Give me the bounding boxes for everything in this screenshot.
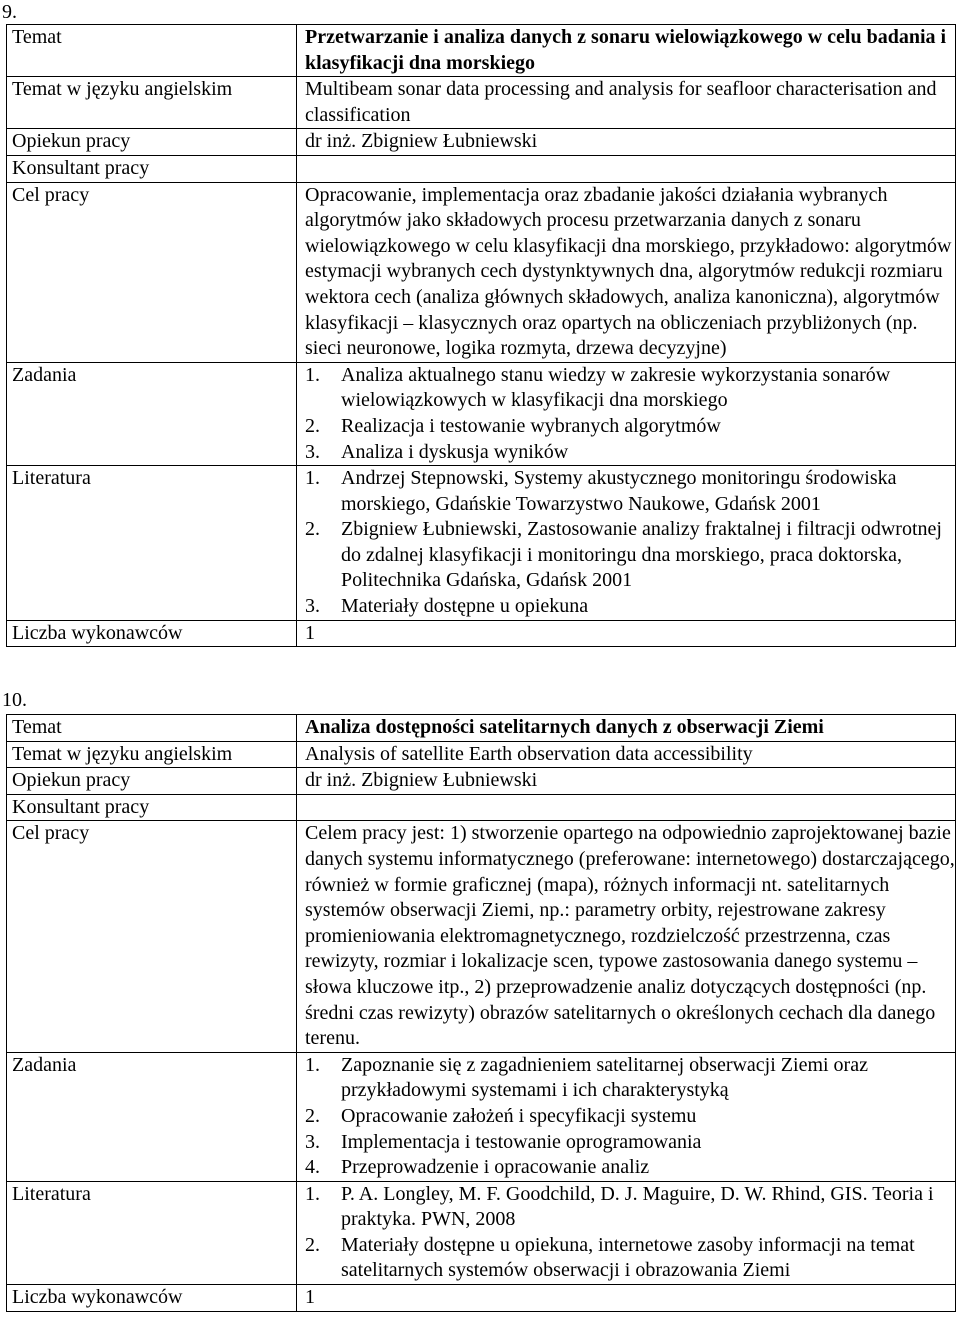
goal-value: Celem pracy jest: 1) stworzenie opartego na odpowiednio zaprojektowanej bazie danych systemu informatycznego (preferowane: internetowego) dostarczającego, również w formie graficznej (mapa), różnych informacji nt. satelitarnych systemów obserwacji Ziemi, np.: parametry orbity, rejestrowane zakresy promieniowania elektromagnetycznego, rozdzielczość przestrzenna, czas rewizyty, rozmiar i lokalizacje scen, typowe zastosowania danego systemu – słowa kluczowe itp., 2) przeprowadzenie analiz dotyczących dostępności (np. średni czas rewizyty) obrazów satelitarnych o określonych cechach dla danego terenu. — [297, 821, 956, 1052]
literature-list — [305, 466, 955, 620]
consultant-label: Konsultant pracy — [7, 155, 297, 182]
topic-row — [7, 25, 956, 77]
topic-row — [7, 715, 956, 742]
tasks-list — [305, 1053, 955, 1181]
supervisor-value: dr inż. Zbigniew Łubniewski — [297, 768, 956, 795]
list-item: 1. Zapoznanie się z zagadnieniem satelitarnej obserwacji Ziemi oraz przykładowymi systemami i ich charakterystyką — [305, 1053, 868, 1102]
topic-en-row — [7, 77, 956, 129]
entry-number: 9. — [2, 1, 17, 23]
students-label: Liczba wykonawców — [7, 620, 297, 647]
consultant-label: Konsultant pracy — [7, 794, 297, 821]
goal-value: Opracowanie, implementacja oraz zbadanie jakości działania wybranych algorytmów jako składowych procesu przetwarzania danych z sonaru wielowiązkowego w celu klasyfikacji dna morskiego, przykładowo: algorytmów estymacji wybranych cech dystynktywnych dna, algorytmów redukcji rozmiaru wektora cech (analiza głównych składowych, analiza kanoniczna), algorytmów klasyfikacji – klasycznych oraz opartych na obliczeniach przybliżonych (np. sieci neuronowe, logika rozmyta, drzewa decyzyjne) — [297, 182, 956, 362]
topic-en-label: Temat w języku angielskim — [7, 77, 297, 129]
consultant-row — [7, 794, 956, 821]
list-item: 2. Realizacja i testowanie wybranych algorytmów — [305, 414, 721, 437]
topic-en-row — [7, 741, 956, 768]
list-item: 1. Andrzej Stepnowski, Systemy akustycznego monitoringu środowiska morskiego, Gdańskie Towarzystwo Naukowe, Gdańsk 2001 — [305, 467, 897, 515]
topic-table — [6, 714, 956, 1312]
supervisor-label: Opiekun pracy — [7, 768, 297, 795]
topic-en-value: Analysis of satellite Earth observation data accessibility — [297, 741, 956, 768]
literature-row — [7, 466, 956, 621]
supervisor-row — [7, 129, 956, 156]
topic-label: Temat — [7, 25, 297, 77]
entry-number: 10. — [2, 689, 27, 711]
supervisor-row — [7, 768, 956, 795]
tasks-row — [7, 1052, 956, 1181]
list-item: 1. P. A. Longley, M. F. Goodchild, D. J. Maguire, D. W. Rhind, GIS. Teoria i praktyka. PWN, 2008 — [305, 1182, 934, 1231]
consultant-value — [297, 794, 956, 821]
students-label: Liczba wykonawców — [7, 1285, 297, 1312]
students-value: 1 — [297, 620, 956, 647]
tasks-row — [7, 362, 956, 465]
consultant-row — [7, 155, 956, 182]
literature-row — [7, 1181, 956, 1284]
goal-label: Cel pracy — [7, 821, 297, 1052]
topic-en-value: Multibeam sonar data processing and analysis for seafloor characterisation and classification — [297, 77, 956, 129]
topic-label: Temat — [7, 715, 297, 742]
literature-label: Literatura — [7, 1181, 297, 1284]
tasks-label: Zadania — [7, 362, 297, 465]
supervisor-label: Opiekun pracy — [7, 129, 297, 156]
students-value: 1 — [297, 1285, 956, 1312]
topic-en-label: Temat w języku angielskim — [7, 741, 297, 768]
supervisor-value: dr inż. Zbigniew Łubniewski — [297, 129, 956, 156]
list-item: 2. Opracowanie założeń i specyfikacji systemu — [305, 1104, 697, 1127]
literature-label: Literatura — [7, 466, 297, 621]
list-item: 1. Analiza aktualnego stanu wiedzy w zakresie wykorzystania sonarów wielowiązkowych w klasyfikacji dna morskiego — [305, 363, 891, 412]
students-row — [7, 620, 956, 647]
students-row — [7, 1285, 956, 1312]
literature-list — [305, 1182, 955, 1284]
goal-row — [7, 182, 956, 362]
goal-row — [7, 821, 956, 1052]
topic-value: Analiza dostępności satelitarnych danych z obserwacji Ziemi — [297, 715, 956, 742]
consultant-value — [297, 155, 956, 182]
list-item: 3. Materiały dostępne u opiekuna — [305, 595, 589, 618]
list-item: 3. Implementacja i testowanie oprogramowania — [305, 1130, 702, 1153]
tasks-list — [305, 363, 955, 465]
topic-value: Przetwarzanie i analiza danych z sonaru wielowiązkowego w celu badania i klasyfikacji dna morskiego — [297, 25, 956, 77]
goal-label: Cel pracy — [7, 182, 297, 362]
list-item: 2. Zbigniew Łubniewski, Zastosowanie analizy fraktalnej i filtracji odwrotnej do zdalnej klasyfikacji i monitoringu dna morskiego, praca doktorska, Politechnika Gdańska, Gdańsk 2001 — [305, 518, 942, 592]
tasks-label: Zadania — [7, 1052, 297, 1181]
list-item: 4. Przeprowadzenie i opracowanie analiz — [305, 1156, 650, 1179]
list-item: 2. Materiały dostępne u opiekuna, internetowe zasoby informacji na temat satelitarnych systemów obserwacji i obrazowania Ziemi — [305, 1233, 915, 1282]
list-item: 3. Analiza i dyskusja wyników — [305, 440, 569, 463]
topic-table — [6, 24, 956, 647]
